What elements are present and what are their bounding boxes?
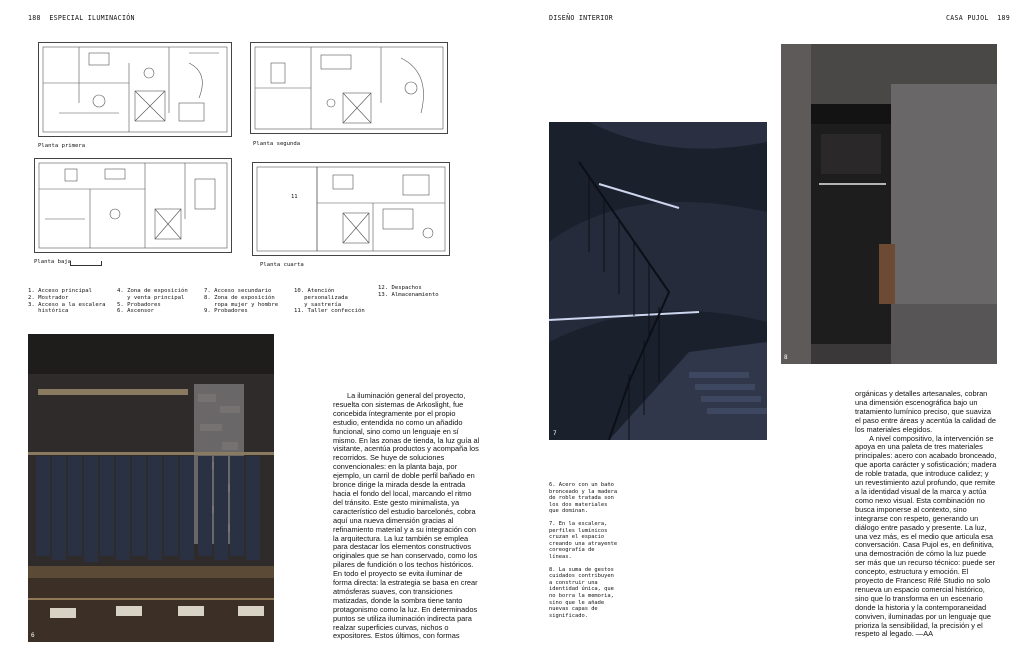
floor-plan-cuarta: [252, 162, 450, 256]
legend-item: 5. Probadores: [117, 301, 161, 308]
floor-plan-drawing-icon: [39, 43, 231, 136]
legend-item: histórica: [28, 308, 69, 315]
right-page-number: 189: [997, 14, 1011, 22]
floor-plan-drawing-icon: [253, 163, 449, 255]
body-text-column-1: [333, 392, 481, 641]
floor-plan-drawing-icon: [251, 43, 447, 133]
left-section-title: ESPECIAL ILUMINACIÓN: [49, 14, 135, 22]
floor-plan-drawing-icon: [35, 159, 231, 252]
staircase-image-icon: [549, 122, 767, 440]
right-page-header: [946, 14, 1010, 22]
center-section-title: DISEÑO INTERIOR: [549, 14, 614, 22]
photo-7-staircase: [549, 122, 767, 440]
legend-item: y venta principal: [117, 294, 185, 301]
body-paragraph: La iluminación general del proyecto, resuelta con sistemas de Arkoslight, fue concebida íntegramente por el propio estudio, entendida no como un añadido funcional, sino como un lenguaje en sí mismo. En las zonas de tienda, la luz guía al visitante, acentúa productos y acompaña los recorridos. Se huye de soluciones convencionales: en la planta baja, por ejemplo, un carril de doble perfil bañado en bronce dirige la mirada desde la entrada hacia el fondo del local, marcando el ritmo del tránsito. Este gesto minimalista, ya característico del estudio barcelonés, cobra aquí una nueva dimensión gracias al refinamiento material y a su integración con la arquitectura. La luz también se emplea para destacar los elementos constructivos originales que se han conservado, como los pilares de fundición o los techos históricos. En todo el proyecto se evita iluminar de forma directa: la estrategia se basa en crear atmósferas suaves, con transiciones matizadas, donde la sombra tiene tanto protagonismo como la luz. En determinados puntos se utiliza iluminación indirecta para realzar superficies curvas, nichos o expositores. Estos últimos, con formas: [333, 391, 480, 641]
legend-col-2: [117, 288, 205, 315]
photo-number: 8: [784, 354, 788, 361]
plan-label-segunda: Planta segunda: [253, 141, 301, 147]
legend-item: 13. Almacenamiento: [378, 291, 439, 298]
legend-item: 4. Zona de exposición: [117, 288, 188, 294]
plan-label-primera: Planta primera: [38, 143, 86, 149]
legend-item: 10. Atención: [294, 288, 335, 294]
floor-plan-segunda: [250, 42, 448, 134]
legend-col-1: [28, 288, 116, 315]
body-text-column-2: [855, 390, 997, 639]
right-section-title: CASA PUJOL: [946, 14, 989, 22]
caption-8: 8. La suma de gestos cuidados contribuyen a construir una identidad única, que no borra la memoria, sino que le añade nuevas capas de significado.: [549, 566, 614, 619]
store-interior-image-icon: [28, 334, 274, 642]
left-page-number: 188: [28, 14, 41, 22]
legend-item: 11. Taller confección: [294, 308, 365, 315]
legend-item: 7. Acceso secundario: [204, 288, 272, 294]
legend-item: 2. Mostrador: [28, 294, 69, 301]
legend-item: 12. Despachos: [378, 285, 422, 291]
photo-number: 7: [553, 430, 557, 437]
legend-item: personalizada: [294, 294, 348, 301]
photo-8-corridor: [781, 44, 997, 364]
legend-item: 1. Acceso principal: [28, 288, 92, 294]
photo-6-store-interior: [28, 334, 274, 642]
legend-item: 9. Probadores: [204, 308, 248, 315]
legend-col-5: [378, 285, 458, 299]
caption-6: 6. Acero con un baño bronceado y la madera de roble tratada son los dos materiales que dominan.: [549, 482, 618, 515]
plan-label-cuarta: Planta cuarta: [260, 262, 304, 268]
legend-item: 8. Zona de exposición: [204, 294, 275, 301]
floor-plan-baja: [34, 158, 232, 253]
legend-col-3: [204, 288, 294, 315]
scale-bar: [70, 261, 102, 266]
captions-block: [549, 482, 619, 625]
body-paragraph: A nivel compositivo, la intervención se apoya en una paleta de tres materiales principales: acero con acabado bronceado, que aporta carácter y sofisticación; madera de roble tratada, que introduce calidez; y un revestimiento azul profundo, que remite a la identidad visual de la marca y actúa como nexo visual. Esta combinación no busca imponerse al contexto, sino integrarse con respeto, generando un diálogo entre pasado y presente. La luz, una vez más, es el medio que articula esa conversación. Casa Pujol es, en definitiva, una demostración de cómo la luz puede ser más que un recurso técnico: puede ser concepto, estructura y emoción. El proyecto de Francesc Rifé Studio no solo renueva un espacio comercial histórico, sino que lo transforma en un escenario donde la historia y la contemporaneidad conviven, iluminadas por un lenguaje que prioriza la sensibilidad, la precisión y el respeto al legado. —AA: [855, 433, 997, 639]
plan-label-baja: Planta baja: [34, 259, 72, 265]
legend-item: ropa mujer y hombre: [204, 301, 279, 308]
legend-item: y sastrería: [294, 301, 342, 308]
floor-plan-primera: [38, 42, 232, 137]
plan-room-number: 11: [291, 194, 298, 200]
left-page-header: [28, 14, 135, 22]
caption-7: 7. En la escalera, perfiles lumínicos cruzan el espacio creando una atrayente coreografía de líneas.: [549, 520, 618, 560]
legend-col-4: [294, 288, 378, 315]
legend-item: 6. Ascensor: [117, 308, 155, 315]
legend-item: 3. Acceso a la escalera: [28, 301, 106, 308]
photo-number: 6: [31, 632, 35, 639]
body-paragraph: orgánicas y detalles artesanales, cobran una dimensión escenográfica bajo un tratamiento lumínico preciso, que suaviza el paso entre áreas y acentúa la calidad de los materiales elegidos.: [855, 389, 996, 434]
corridor-image-icon: [781, 44, 997, 364]
